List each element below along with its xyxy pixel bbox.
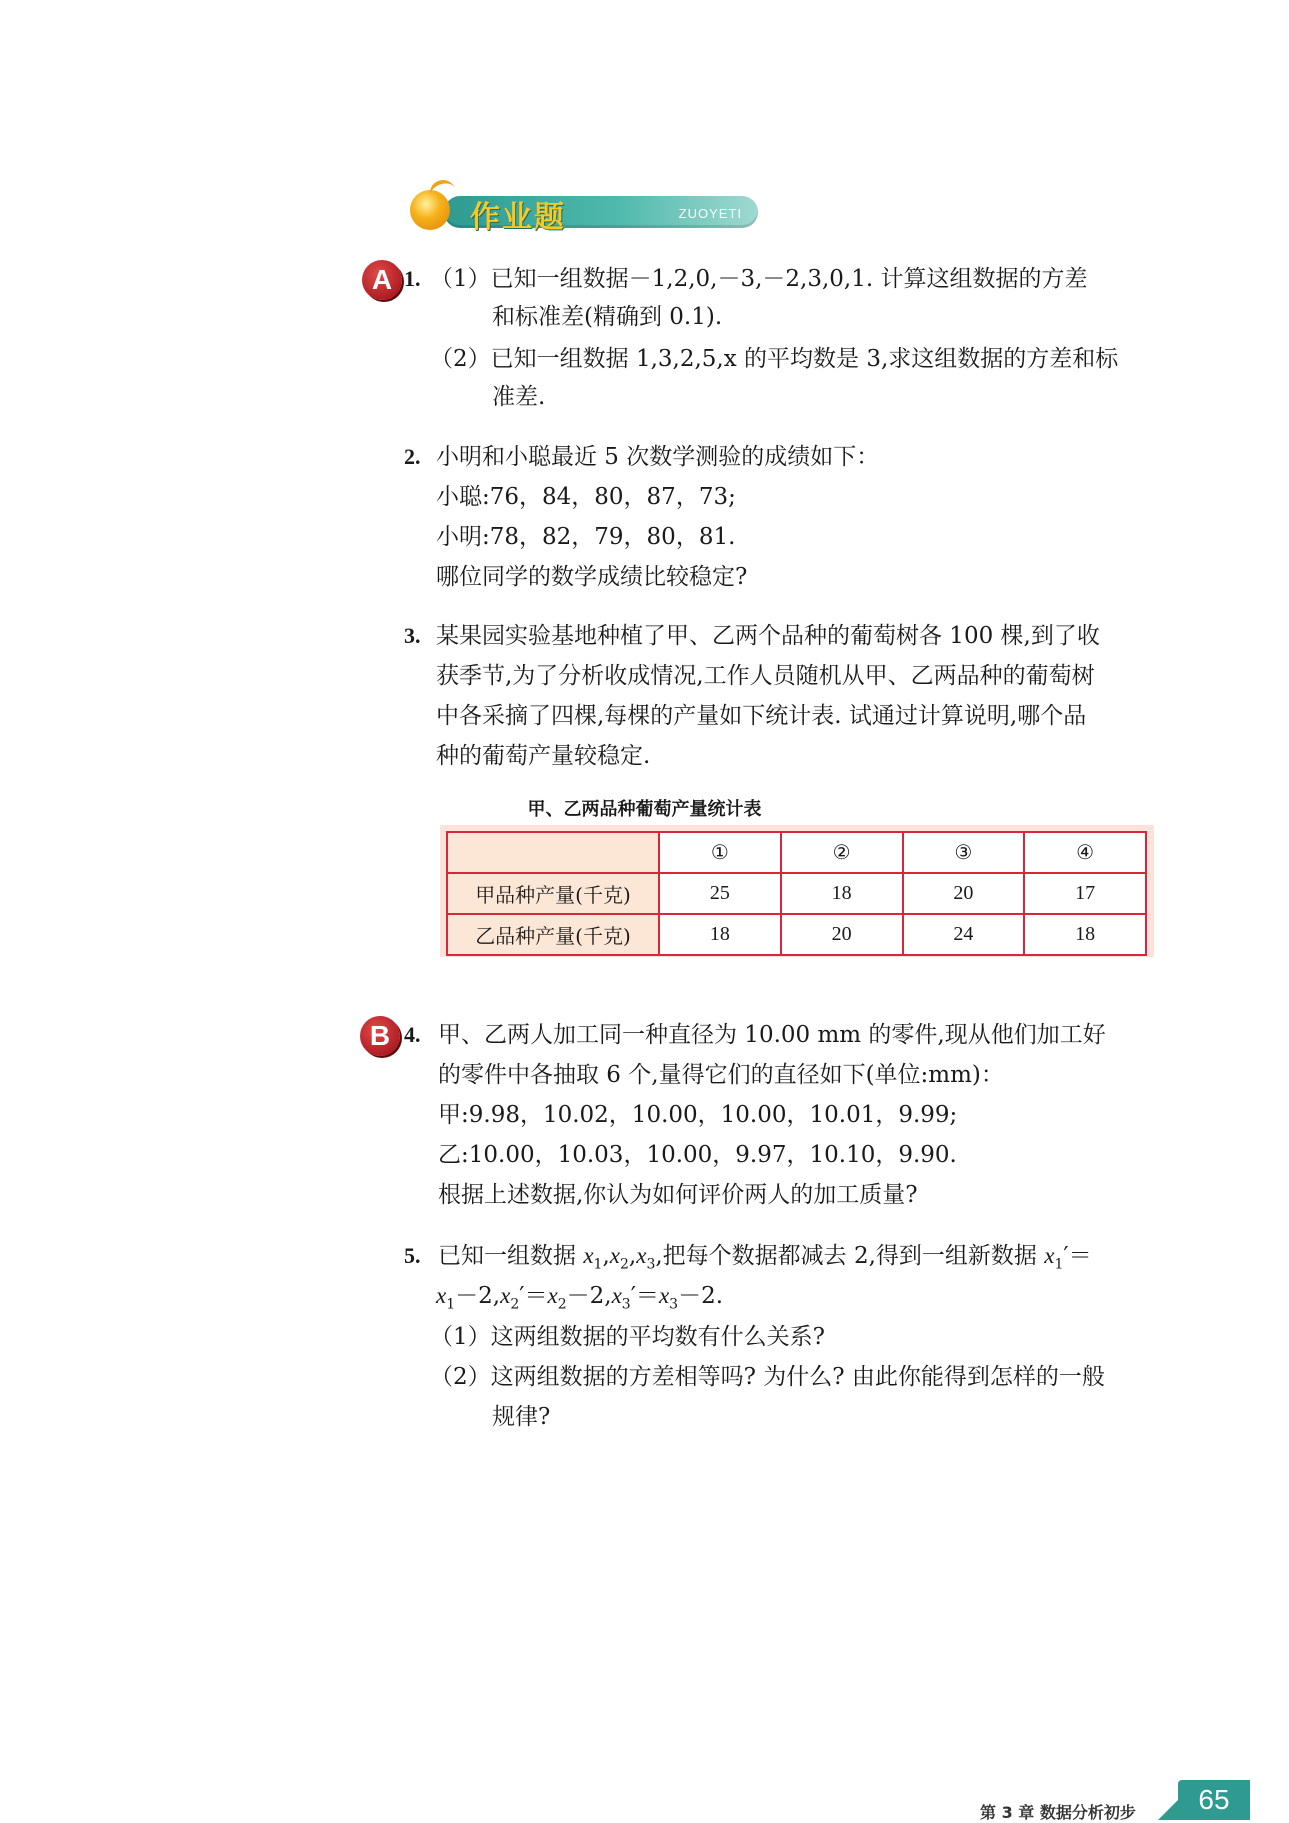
section-banner bbox=[404, 188, 762, 234]
q3-line4: 种的葡萄产量较稳定. bbox=[436, 743, 651, 769]
q4-number: 4. bbox=[404, 1022, 421, 1047]
table-cell: 25 bbox=[659, 873, 781, 914]
table-header-row bbox=[447, 832, 1146, 873]
table-row bbox=[447, 914, 1146, 955]
q3-line3: 中各采摘了四棵,每棵的产量如下统计表. 试通过计算说明,哪个品 bbox=[436, 703, 1087, 729]
q2-number: 2. bbox=[404, 444, 421, 469]
table-cell: 18 bbox=[781, 873, 903, 914]
table-header-cell: ② bbox=[781, 832, 903, 873]
yield-table-frame bbox=[440, 825, 1154, 957]
table-row bbox=[447, 873, 1146, 914]
table-cell: 18 bbox=[1024, 914, 1146, 955]
q5-part2-line1: （2）这两组数据的方差相等吗? 为什么? 由此你能得到怎样的一般 bbox=[430, 1364, 1105, 1390]
table-cell: 18 bbox=[659, 914, 781, 955]
q2-line1: 小明和小聪最近 5 次数学测验的成绩如下： bbox=[436, 444, 880, 470]
q3-line1: 某果园实验基地种植了甲、乙两个品种的葡萄树各 100 棵,到了收 bbox=[436, 623, 1100, 649]
q2-line3: 小明:78，82，79，80，81. bbox=[436, 524, 736, 550]
q5-line1: 已知一组数据 $x_1,x_2,x_3$,把每个数据都减去 2,得到一组新数据 $x_1'=$ bbox=[438, 1243, 1092, 1273]
q4-line2: 的零件中各抽取 6 个,量得它们的直径如下(单位:mm)： bbox=[438, 1062, 1004, 1088]
chapter-footer: 第 3 章 数据分析初步 bbox=[980, 1803, 1136, 1822]
q1-number: 1. bbox=[404, 266, 421, 291]
q3-number: 3. bbox=[404, 623, 421, 648]
table-header-cell: ① bbox=[659, 832, 781, 873]
table-caption: 甲、乙两品种葡萄产量统计表 bbox=[527, 799, 762, 820]
q1-part1-line1: （1）已知一组数据－1,2,0,－3,－2,3,0,1. 计算这组数据的方差 bbox=[430, 266, 1088, 292]
table-corner-cell bbox=[447, 832, 659, 873]
q5-number: 5. bbox=[404, 1243, 421, 1268]
q4-line4: 乙:10.00，10.03，10.00，9.97，10.10，9.90. bbox=[438, 1142, 957, 1168]
q5-line2: $x_1-2,x_2'=x_2-2,x_3'=x_3-2$. bbox=[436, 1283, 724, 1313]
q2-line2: 小聪:76，84，80，87，73; bbox=[436, 484, 736, 510]
q1-part2-line1: （2）已知一组数据 1,3,2,5,x 的平均数是 3,求这组数据的方差和标 bbox=[430, 346, 1119, 372]
table-header-cell: ③ bbox=[903, 832, 1025, 873]
q1-part2-line2: 准差. bbox=[492, 384, 546, 410]
banner-title: 作业题 bbox=[470, 200, 566, 235]
q4-line3: 甲:9.98，10.02，10.00，10.00，10.01，9.99; bbox=[438, 1102, 958, 1128]
table-cell: 24 bbox=[903, 914, 1025, 955]
banner-subtitle: ZUOYETI bbox=[678, 206, 742, 221]
q4-line5: 根据上述数据,你认为如何评价两人的加工质量? bbox=[438, 1182, 918, 1208]
level-b-marker: B bbox=[360, 1016, 400, 1056]
table-cell: 20 bbox=[903, 873, 1025, 914]
q5-part1: （1）这两组数据的平均数有什么关系? bbox=[430, 1324, 825, 1350]
banner-ball-icon bbox=[410, 190, 450, 230]
table-row-label: 乙品种产量(千克) bbox=[447, 914, 659, 955]
q1-part1-line2: 和标准差(精确到 0.1). bbox=[492, 304, 723, 330]
q5-line1-mid: ,把每个数据都减去 2,得到一组新数据 bbox=[655, 1243, 1045, 1269]
level-a-marker: A bbox=[362, 260, 402, 300]
q3-line2: 获季节,为了分析收成情况,工作人员随机从甲、乙两品种的葡萄树 bbox=[436, 663, 1095, 689]
q2-line4: 哪位同学的数学成绩比较稳定? bbox=[436, 564, 748, 590]
q5-part2-line2: 规律? bbox=[492, 1404, 551, 1430]
q4-line1: 甲、乙两人加工同一种直径为 10.00 mm 的零件,现从他们加工好 bbox=[438, 1022, 1106, 1048]
table-header-cell: ④ bbox=[1024, 832, 1146, 873]
yield-table bbox=[446, 831, 1147, 956]
table-cell: 20 bbox=[781, 914, 903, 955]
table-row-label: 甲品种产量(千克) bbox=[447, 873, 659, 914]
q5-line1-start: 已知一组数据 bbox=[438, 1243, 584, 1269]
page-number: 65 bbox=[1178, 1780, 1250, 1820]
page-number-tab-tail bbox=[1158, 1800, 1178, 1820]
table-cell: 17 bbox=[1024, 873, 1146, 914]
